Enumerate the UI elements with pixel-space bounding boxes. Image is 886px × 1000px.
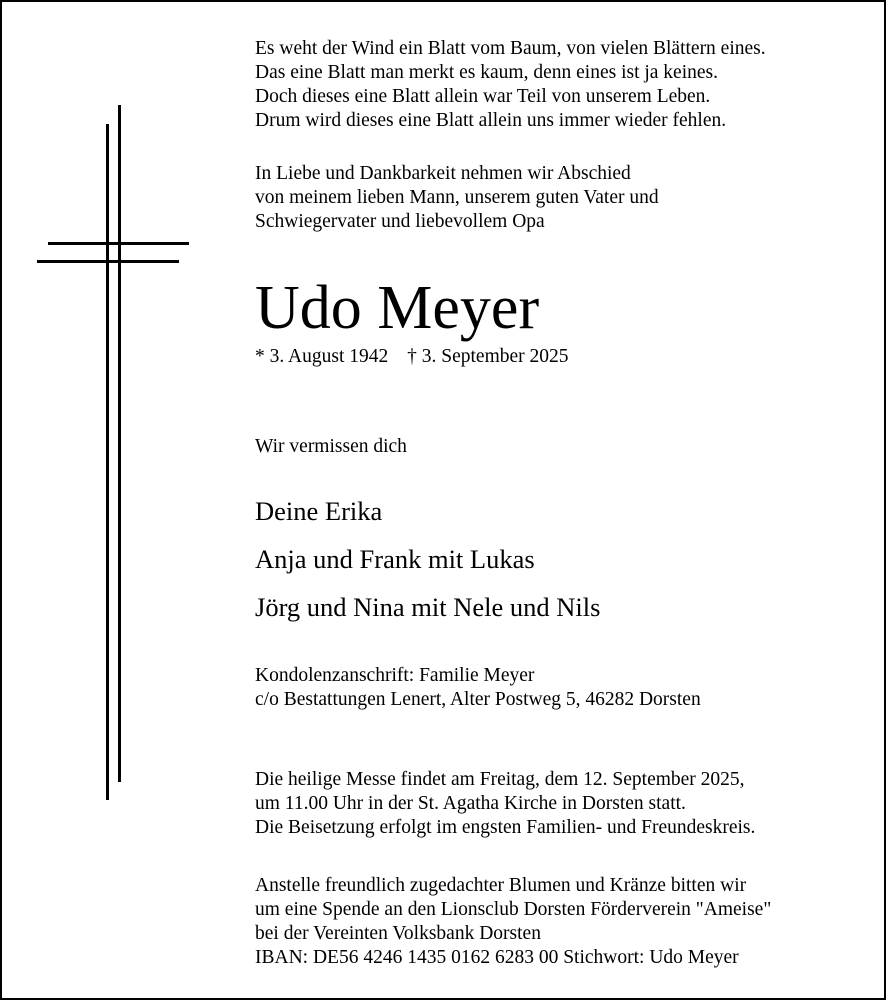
family-member-line: Deine Erika — [255, 496, 383, 526]
condolence-address — [255, 664, 701, 712]
farewell-intro — [255, 162, 659, 234]
condolence-line: c/o Bestattungen Lenert, Alter Postweg 5, 46282 Dorsten — [255, 689, 701, 710]
cross-vertical-line-right — [118, 105, 121, 782]
donation-line: Anstelle freundlich zugedachter Blumen und Kränze bitten wir — [255, 875, 747, 896]
condolence-line: Kondolenzanschrift: Familie Meyer — [255, 665, 535, 686]
poem-line: Doch dieses eine Blatt allein war Teil von unserem Leben. — [255, 86, 711, 107]
birth-date: * 3. August 1942 — [255, 346, 389, 367]
cross-vertical-line-left — [106, 124, 109, 800]
mass-information — [255, 768, 755, 840]
donation-iban-line: IBAN: DE56 4246 1435 0162 6283 00 Stichwort: Udo Meyer — [255, 947, 739, 968]
donation-line: um eine Spende an den Lionsclub Dorsten Förderverein "Ameise" — [255, 899, 772, 920]
family-signatures — [255, 487, 600, 631]
poem-line: Es weht der Wind ein Blatt vom Baum, von vielen Blättern eines. — [255, 38, 766, 59]
intro-line: In Liebe und Dankbarkeit nehmen wir Abschied — [255, 163, 631, 184]
cross-horizontal-line-upper — [48, 242, 189, 245]
cross-horizontal-line-lower — [37, 260, 179, 263]
poem — [255, 37, 766, 133]
family-member-line: Jörg und Nina mit Nele und Nils — [255, 592, 601, 622]
miss-text: Wir vermissen dich — [255, 436, 407, 457]
donation-request — [255, 874, 771, 970]
mass-line: Die Beisetzung erfolgt im engsten Familien- und Freundeskreis. — [255, 817, 756, 838]
intro-line: von meinem lieben Mann, unserem guten Vater und — [255, 187, 659, 208]
death-date: † 3. September 2025 — [407, 346, 569, 367]
mass-line: um 11.00 Uhr in der St. Agatha Kirche in Dorsten statt. — [255, 793, 686, 814]
cross-icon — [2, 2, 202, 1000]
donation-line: bei der Vereinten Volksbank Dorsten — [255, 923, 541, 944]
mass-line: Die heilige Messe findet am Freitag, dem 12. September 2025, — [255, 769, 745, 790]
family-member-line: Anja und Frank mit Lukas — [255, 544, 535, 574]
deceased-name: Udo Meyer — [255, 274, 540, 342]
life-dates — [255, 345, 569, 369]
intro-line: Schwiegervater und liebevollem Opa — [255, 211, 545, 232]
poem-line: Das eine Blatt man merkt es kaum, denn eines ist ja keines. — [255, 62, 719, 83]
poem-line: Drum wird dieses eine Blatt allein uns immer wieder fehlen. — [255, 110, 727, 131]
